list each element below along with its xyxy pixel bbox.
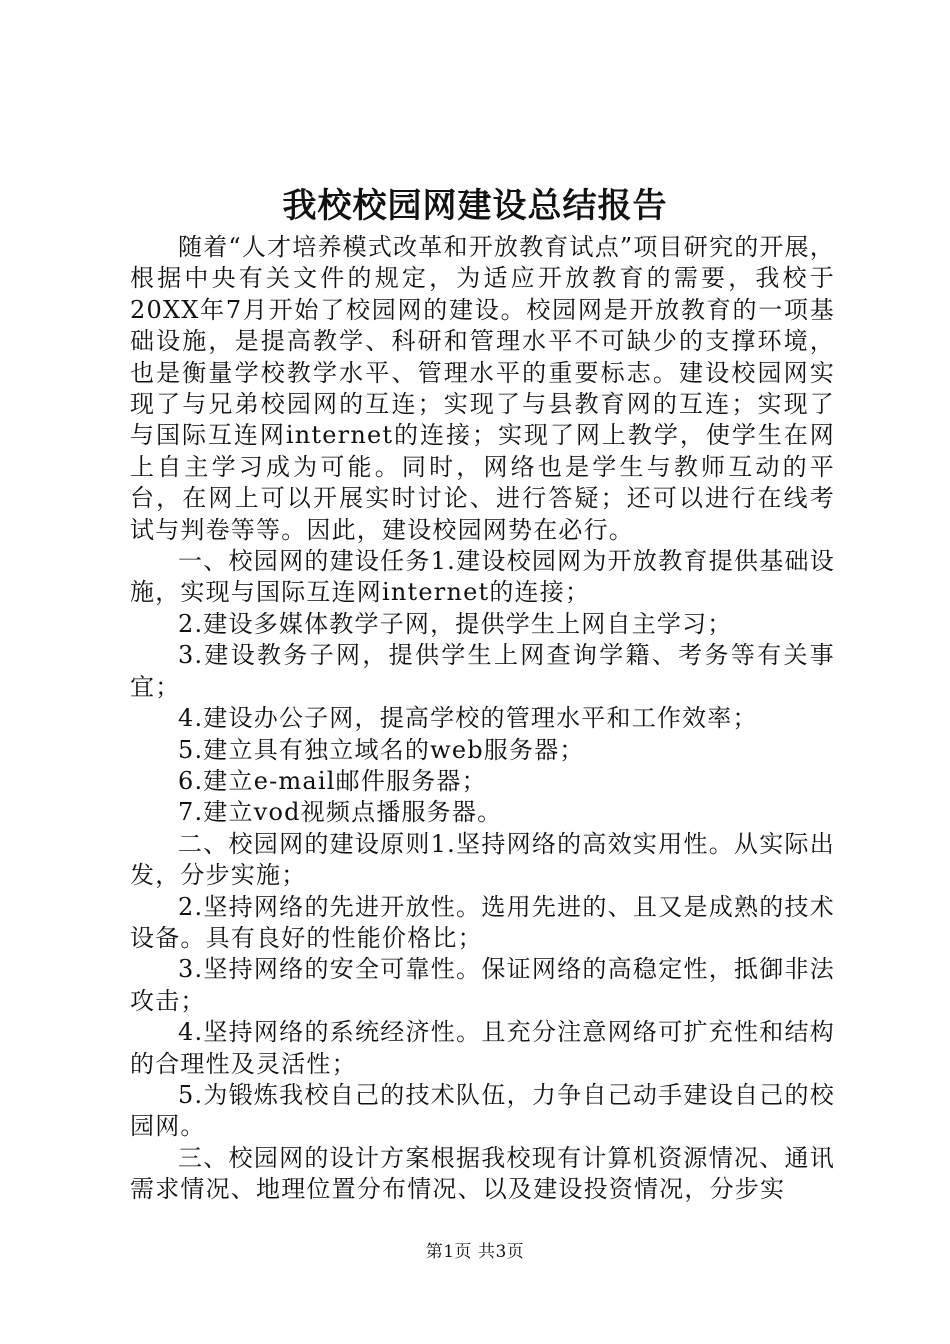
paragraph-item: 2.坚持网络的先进开放性。选用先进的、且又是成熟的技术设备。具有良好的性能价格比； [130,892,835,952]
paragraph-item: 2.建设多媒体教学子网，提供学生上网自主学习； [178,609,733,638]
paragraph-item: 4.建设办公子网，提高学校的管理水平和工作效率； [178,704,758,733]
page-footer: 第1页 共3页 [425,1242,525,1262]
paragraph-item: 4.坚持网络的系统经济性。且充分注意网络可扩充性和结构的合理性及灵活性； [130,1018,835,1078]
paragraph-intro: 随着“人才培养模式改革和开放教育试点”项目研究的开展，根据中央有关文件的规定，为适应开放教育的需要，我校于20XX年7月开始了校园网的建设。校园网是开放教育的一项基础设施，是提高教学、科研和管理水平不可缺少的支撑环境，也是衡量学校教学水平、管理水平的重要标志。建设校园网实现了与兄弟校园网的互连；实现了与县教育网的互连；实现了与国际互连网internet的连接；实现了网上教学，使学生在网上自主学习成为可能。同时，网络也是学生与教师互动的平台，在网上可以开展实时讨论、进行答疑；还可以进行在线考试与判卷等等。因此，建设校园网势在必行。 [130,233,835,544]
paragraph-item: 6.建立e-mail邮件服务器； [178,766,487,795]
paragraph-item: 3.建设教务子网，提供学生上网查询学籍、考务等有关事宜； [130,641,835,701]
document-title: 我校校园网建设总结报告 [282,186,668,226]
document-body [130,232,835,1206]
paragraph-item: 3.坚持网络的安全可靠性。保证网络的高稳定性，抵御非法攻击； [130,955,835,1015]
paragraph-item: 5.为锻炼我校自己的技术队伍，力争自己动手建设自己的校园网。 [130,1080,835,1141]
paragraph-item: 5.建立具有独立域名的web服务器； [178,735,585,764]
paragraph-section-1: 一、校园网的建设任务1.建设校园网为开放教育提供基础设施，实现与国际互连网internet的连接； [130,547,835,607]
paragraph-section-3: 三、校园网的设计方案根据我校现有计算机资源情况、通讯需求情况、地理位置分布情况、以及建设投资情况，分步实 [130,1143,835,1204]
paragraph-item: 7.建立vod视频点播服务器。 [178,798,503,827]
paragraph-section-2: 二、校园网的建设原则1.坚持网络的高效实用性。从实际出发，分步实施； [130,829,835,890]
